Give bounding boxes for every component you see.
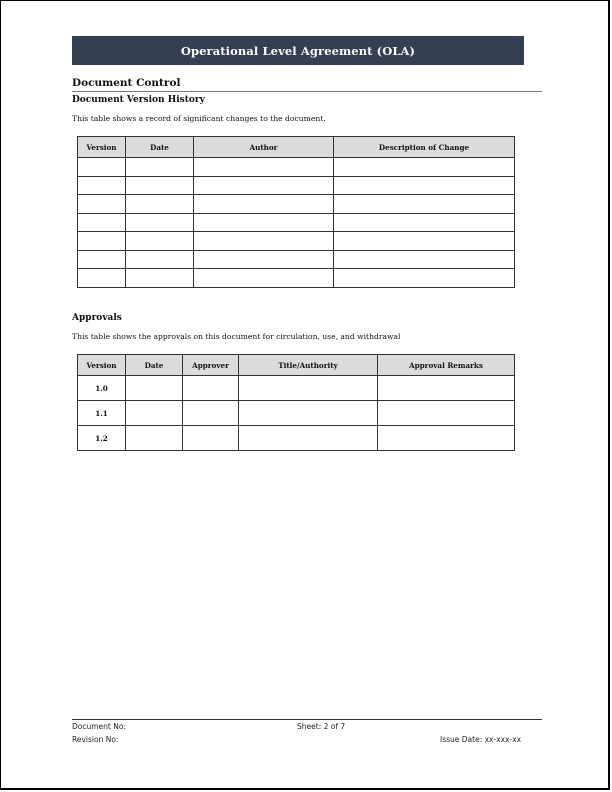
table-cell[interactable] xyxy=(194,232,334,251)
table-cell[interactable] xyxy=(126,195,194,214)
table-cell[interactable]: 1.0 xyxy=(78,376,126,401)
document-title: Operational Level Agreement (OLA) xyxy=(180,43,416,58)
column-header-title-authority: Title/Authority xyxy=(239,355,378,376)
table-cell[interactable] xyxy=(334,250,515,269)
table-cell[interactable] xyxy=(78,176,126,195)
table-cell[interactable] xyxy=(126,232,194,251)
table-row xyxy=(78,176,515,195)
footer-sheet-number: Sheet: 2 of 7 xyxy=(297,722,346,731)
table-cell[interactable] xyxy=(378,426,515,451)
footer-issue-date: Issue Date: xx-xxx-xx xyxy=(440,735,522,744)
table-cell[interactable] xyxy=(194,213,334,232)
table-cell[interactable] xyxy=(78,213,126,232)
document-title-bar xyxy=(72,36,524,65)
table-cell[interactable] xyxy=(194,195,334,214)
column-header-date: Date xyxy=(126,137,194,158)
table-cell[interactable] xyxy=(194,269,334,288)
version-history-description: This table shows a record of significant changes to the document. xyxy=(72,114,326,123)
table-cell[interactable] xyxy=(334,213,515,232)
table-row xyxy=(78,213,515,232)
column-header-approver: Approver xyxy=(183,355,239,376)
table-cell[interactable] xyxy=(334,269,515,288)
table-cell[interactable]: 1.1 xyxy=(78,401,126,426)
table-row xyxy=(78,376,515,401)
approvals-table xyxy=(77,354,515,451)
table-cell[interactable] xyxy=(194,250,334,269)
table-row xyxy=(78,250,515,269)
approvals-description: This table shows the approvals on this document for circulation, use, and withdrawal xyxy=(72,332,401,341)
table-header-row xyxy=(78,137,515,158)
version-history-table xyxy=(77,136,515,288)
section-heading-document-control: Document Control xyxy=(72,77,181,89)
footer-document-no: Document No: xyxy=(72,722,126,731)
table-cell[interactable] xyxy=(239,376,378,401)
table-cell[interactable]: 1.2 xyxy=(78,426,126,451)
table-row xyxy=(78,426,515,451)
table-cell[interactable] xyxy=(78,250,126,269)
table-cell[interactable] xyxy=(334,195,515,214)
table-cell[interactable] xyxy=(78,232,126,251)
table-row xyxy=(78,195,515,214)
table-cell[interactable] xyxy=(78,269,126,288)
subheading-version-history: Document Version History xyxy=(72,95,205,105)
column-header-version: Version xyxy=(78,355,126,376)
subheading-approvals: Approvals xyxy=(72,313,122,323)
table-cell[interactable] xyxy=(78,195,126,214)
table-cell[interactable] xyxy=(126,176,194,195)
table-cell[interactable] xyxy=(334,158,515,177)
section-divider xyxy=(72,91,542,92)
table-cell[interactable] xyxy=(378,401,515,426)
table-cell[interactable] xyxy=(126,158,194,177)
table-cell[interactable] xyxy=(194,176,334,195)
footer-revision-no: Revision No: xyxy=(72,735,119,744)
table-cell[interactable] xyxy=(126,269,194,288)
column-header-version: Version xyxy=(78,137,126,158)
table-row xyxy=(78,232,515,251)
table-cell[interactable] xyxy=(239,426,378,451)
table-cell[interactable] xyxy=(194,158,334,177)
column-header-approval-remarks: Approval Remarks xyxy=(378,355,515,376)
table-cell[interactable] xyxy=(126,376,183,401)
table-row xyxy=(78,158,515,177)
table-row xyxy=(78,269,515,288)
table-cell[interactable] xyxy=(334,232,515,251)
column-header-description: Description of Change xyxy=(334,137,515,158)
column-header-date: Date xyxy=(126,355,183,376)
table-cell[interactable] xyxy=(378,376,515,401)
table-row xyxy=(78,401,515,426)
table-cell[interactable] xyxy=(183,426,239,451)
table-cell[interactable] xyxy=(183,376,239,401)
column-header-author: Author xyxy=(194,137,334,158)
table-cell[interactable] xyxy=(126,426,183,451)
table-cell[interactable] xyxy=(126,213,194,232)
table-cell[interactable] xyxy=(126,401,183,426)
table-cell[interactable] xyxy=(183,401,239,426)
table-cell[interactable] xyxy=(78,158,126,177)
table-header-row xyxy=(78,355,515,376)
table-cell[interactable] xyxy=(239,401,378,426)
footer-divider xyxy=(72,719,542,720)
table-cell[interactable] xyxy=(334,176,515,195)
table-cell[interactable] xyxy=(126,250,194,269)
